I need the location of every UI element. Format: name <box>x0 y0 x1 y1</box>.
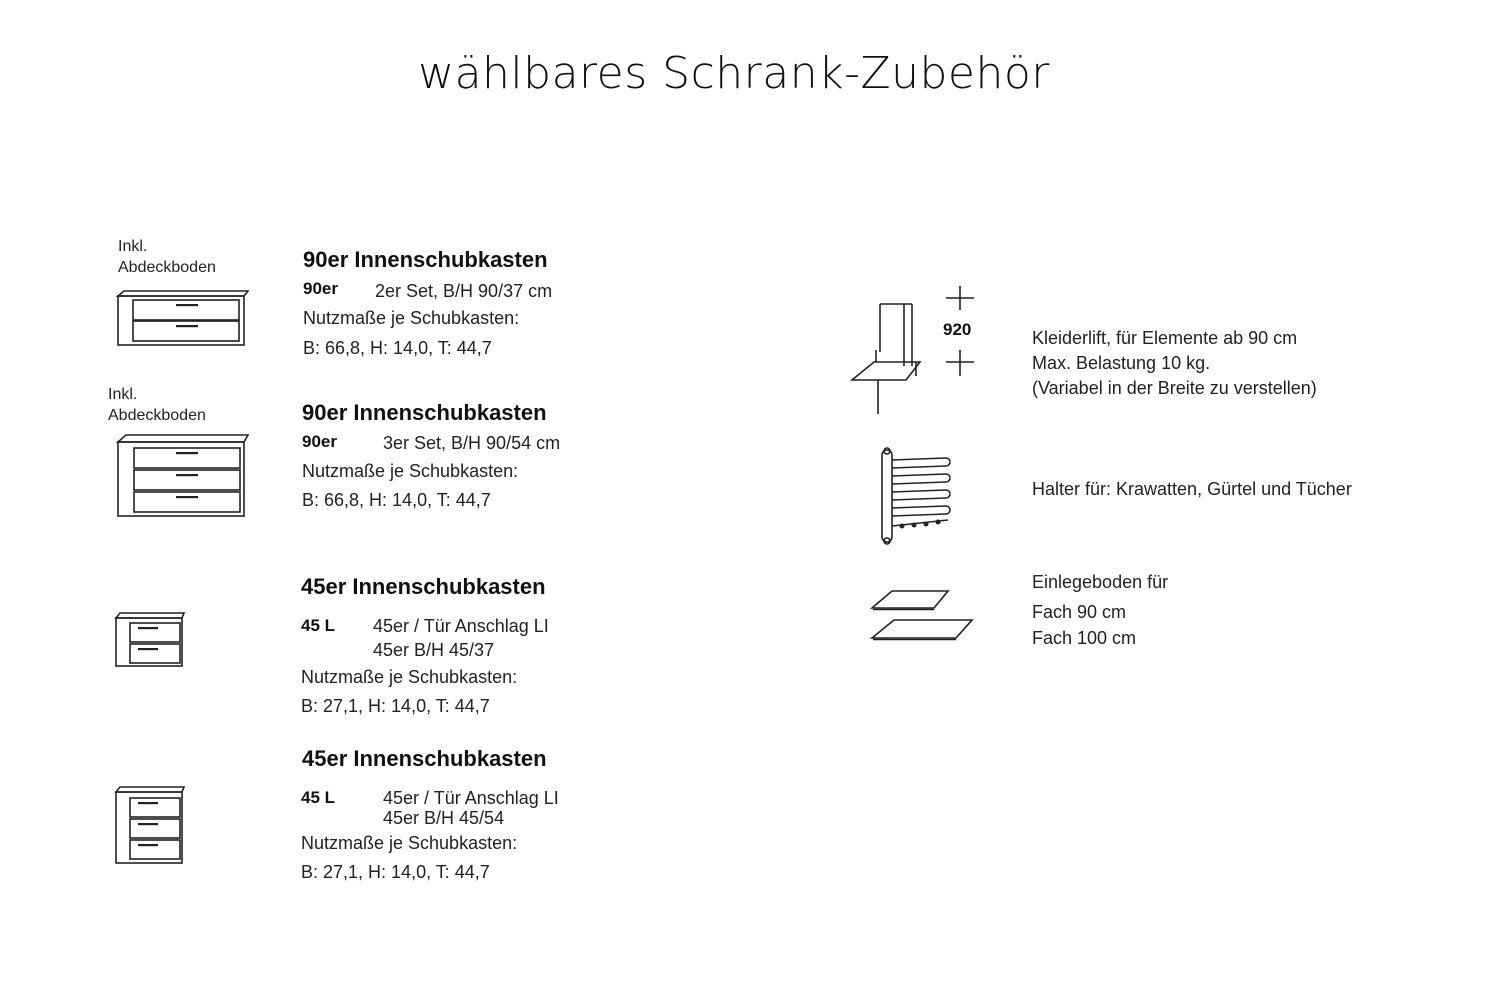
drawer-dims-label: Nutzmaße je Schubkasten: <box>303 308 520 328</box>
drawer-2-wide-icon <box>116 290 250 348</box>
shelf-boards-icon <box>868 588 978 644</box>
note-line: Inkl. <box>108 386 138 403</box>
drawer-code: 90er <box>303 279 338 298</box>
drawer-dims-label: Nutzmaße je Schubkasten: <box>301 667 518 687</box>
drawer-description-line2: 45er B/H 45/54 <box>383 808 505 828</box>
drawer-dims-label: Nutzmaße je Schubkasten: <box>301 833 518 853</box>
accessory-line: Fach 90 cm <box>1032 602 1127 622</box>
note-included-cover <box>118 236 216 278</box>
drawer-dims: B: 66,8, H: 14,0, T: 44,7 <box>302 490 491 510</box>
drawer-dims: B: 66,8, H: 14,0, T: 44,7 <box>303 338 492 358</box>
drawer-description-line2: 45er B/H 45/37 <box>373 640 495 660</box>
drawer-code: 45 L <box>301 616 336 635</box>
drawer-3-wide-icon <box>116 434 250 520</box>
drawer-3-narrow-icon <box>114 786 188 866</box>
note-line: Abdeckboden <box>108 407 206 424</box>
accessory-line: Fach 100 cm <box>1032 628 1137 648</box>
tie-belt-holder-icon <box>878 444 958 550</box>
drawer-code: 45 L <box>301 788 336 807</box>
drawer-code: 90er <box>302 432 337 451</box>
accessory-description <box>1032 326 1317 401</box>
drawer-title: 90er Innenschubkasten <box>303 247 548 272</box>
dimension-label: 920 <box>943 320 972 339</box>
accessory-line: (Variabel in der Breite zu verstellen) <box>1032 378 1317 398</box>
drawer-title: 90er Innenschubkasten <box>302 400 547 425</box>
accessory-line: Max. Belastung 10 kg. <box>1032 353 1211 373</box>
drawer-title: 45er Innenschubkasten <box>302 746 547 771</box>
accessory-line: Kleiderlift, für Elemente ab 90 cm <box>1032 328 1298 348</box>
clothes-lift-icon <box>848 284 980 420</box>
drawer-description: 2er Set, B/H 90/37 cm <box>375 281 553 301</box>
accessory-description: Halter für: Krawatten, Gürtel und Tücher <box>1032 479 1352 499</box>
accessory-line: Einlegeboden für <box>1032 572 1169 592</box>
drawer-description: 3er Set, B/H 90/54 cm <box>383 433 561 453</box>
drawer-dims-label: Nutzmaße je Schubkasten: <box>302 461 519 481</box>
drawer-2-narrow-icon <box>114 612 188 670</box>
drawer-description: 45er / Tür Anschlag LI <box>373 616 549 636</box>
note-line: Abdeckboden <box>118 259 216 276</box>
page-title: wählbares Schrank-Zubehör <box>418 48 1050 99</box>
note-line: Inkl. <box>118 238 148 255</box>
drawer-dims: B: 27,1, H: 14,0, T: 44,7 <box>301 862 490 882</box>
accessory-description <box>1032 569 1168 651</box>
note-included-cover <box>108 384 206 426</box>
drawer-description: 45er / Tür Anschlag LI <box>383 788 559 808</box>
drawer-title: 45er Innenschubkasten <box>301 574 546 599</box>
drawer-dims: B: 27,1, H: 14,0, T: 44,7 <box>301 696 490 716</box>
